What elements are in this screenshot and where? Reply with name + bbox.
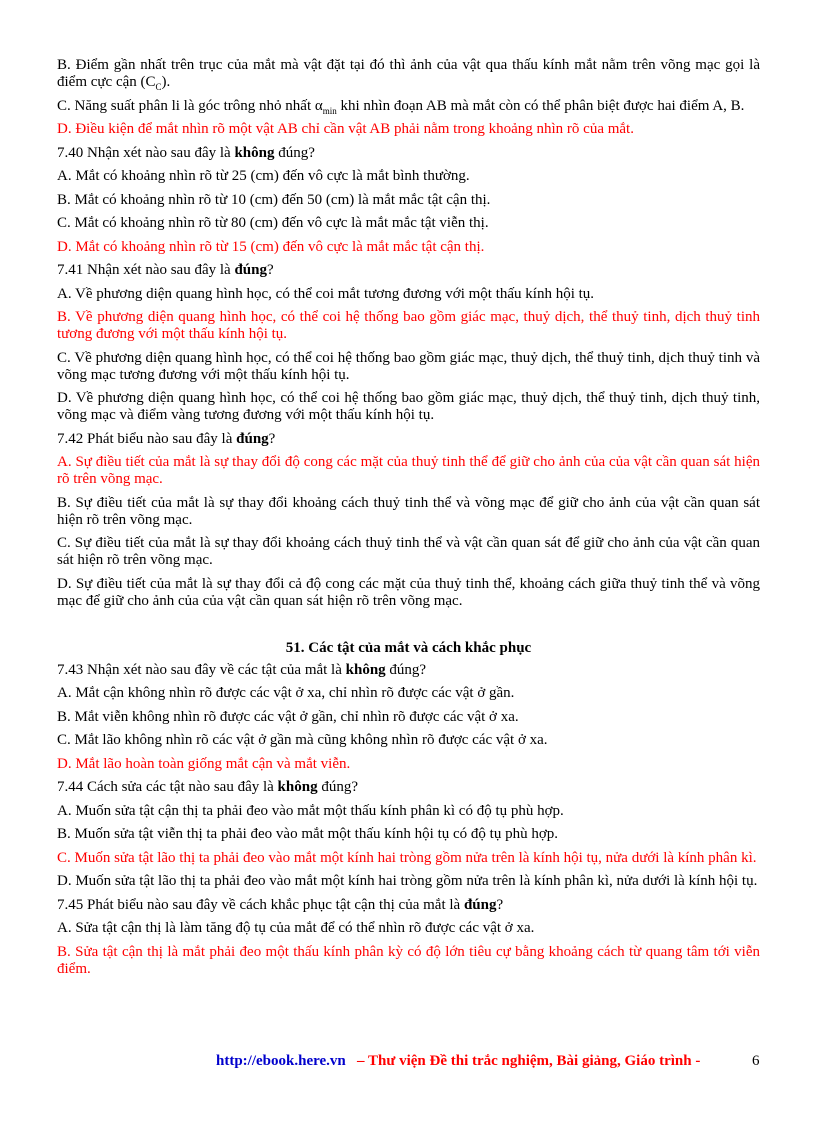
answer-line	[57, 309, 760, 343]
footer-link[interactable]: http://ebook.here.vn	[216, 1053, 346, 1069]
text-run: B. Sửa tật cận thị là mắt phải đeo một thấu kính phân kỳ có độ lớn tiêu cự bằng khoảng cách từ quang tâm tới viễn điểm.	[57, 943, 760, 977]
text-line	[57, 873, 760, 890]
text-run: B. Điểm gần nhất trên trục của mắt mà vật đặt tại đó thì ảnh của vật qua thấu kính mắt nằm trên võng mạc gọi là điểm cực cận (C	[57, 57, 760, 90]
text-run: ?	[496, 896, 504, 913]
text-line	[57, 350, 760, 384]
text-line	[57, 215, 760, 232]
text-run: đúng	[463, 896, 497, 913]
text-run: B. Mắt có khoảng nhìn rõ từ 10 (cm) đến 50 (cm) là mắt mắc tật cận thị.	[57, 191, 491, 208]
text-run: đúng	[234, 262, 267, 278]
text-run: 51. Các tật của mắt và cách khắc phục	[285, 639, 532, 656]
text-run: đúng?	[385, 661, 427, 678]
answer-line	[57, 944, 760, 978]
text-run: C. Về phương diện quang hình học, có thể coi hệ thống bao gồm giác mạc, thuỷ dịch, thể thuỷ tinh, dịch thuỷ tinh và võng mạc tương đương với một thấu kính hội tụ.	[57, 349, 760, 383]
text-run: ).	[161, 74, 171, 90]
text-run: D. Điều kiện để mắt nhìn rõ một vật AB chỉ cần vật AB phải nằm trong khoảng nhìn rõ của mắt.	[57, 121, 634, 137]
text-run: 7.42 Phát biểu nào sau đây là	[57, 430, 237, 447]
text-run: C. Mắt lão không nhìn rõ các vật ở gần mà cũng không nhìn rõ được các vật ở xa.	[57, 732, 548, 748]
text-line	[57, 709, 760, 726]
text-run: C	[155, 82, 162, 92]
text-run: C. Mắt có khoảng nhìn rõ từ 80 (cm) đến vô cực là mắt mắc tật viễn thị.	[57, 215, 489, 231]
text-run: C. Sự điều tiết của mắt là sự thay đổi khoảng cách thuỷ tinh thể và vật cần quan sát để giữ cho ảnh của vật cần quan sát hiện rõ trên võng mạc.	[57, 535, 760, 568]
text-run: D. Mắt lão hoàn toàn giống mắt cận và mắt viễn.	[57, 755, 351, 772]
text-run: A. Mắt cận không nhìn rõ được các vật ở xa, chỉ nhìn rõ được các vật ở gần.	[57, 685, 515, 701]
text-line	[57, 495, 760, 529]
text-line	[57, 826, 760, 843]
page-number: 6	[752, 1053, 760, 1069]
answer-line	[57, 121, 760, 138]
text-line	[57, 192, 760, 209]
text-run: ?	[268, 430, 276, 447]
text-run: ?	[266, 262, 274, 278]
text-run: 7.40 Nhận xét nào sau đây là	[57, 144, 235, 161]
text-run: C. Năng suất phân li là góc trông nhỏ nhất α	[57, 97, 323, 114]
text-line	[57, 98, 760, 115]
text-line	[57, 168, 760, 185]
text-line	[57, 535, 760, 569]
text-run: không	[345, 661, 386, 678]
text-run: C. Muốn sửa tật lão thị ta phải đeo vào mắt một kính hai tròng gồm nửa trên là kính hội tụ, nửa dưới là kính phân kì.	[57, 849, 757, 866]
text-run: B. Muốn sửa tật viễn thị ta phải đeo vào mắt một thấu kính hội tụ có độ tụ phù hợp.	[57, 826, 558, 842]
text-line	[57, 145, 760, 162]
text-run: A. Sự điều tiết của mắt là sự thay đổi độ cong các mặt của thuỷ tinh thể để giữ cho ảnh của của vật cần quan sát hiện rõ trên võng mạc.	[57, 454, 760, 487]
text-run: D. Muốn sửa tật lão thị ta phải đeo vào mắt một kính hai tròng gồm nửa trên là kính phân kì, nửa dưới là kính hội tụ.	[57, 873, 758, 889]
text-line	[57, 390, 760, 424]
answer-line	[57, 454, 760, 488]
page-content	[57, 57, 760, 984]
text-run: đúng?	[274, 144, 315, 161]
text-run: A. Muốn sửa tật cận thị ta phải đeo vào mắt một thấu kính phân kì có độ tụ phù hợp.	[57, 802, 564, 819]
text-run: A. Về phương diện quang hình học, có thể coi mắt tương đương với một thấu kính hội tụ.	[57, 285, 595, 302]
text-run: khi nhìn đoạn AB mà mắt còn có thể phân biệt được hai điểm A, B.	[336, 97, 745, 114]
text-line	[57, 897, 760, 914]
footer-title: – Thư viện Đề thi trắc nghiệm, Bài giảng, Giáo trình -	[357, 1053, 701, 1069]
text-run: D. Mắt có khoảng nhìn rõ từ 15 (cm) đến vô cực là mắt mắc tật cận thị.	[57, 238, 485, 255]
text-run: không	[277, 779, 318, 795]
text-run: B. Sự điều tiết của mắt là sự thay đổi khoảng cách thuỷ tinh thể và võng mạc để giữ cho ảnh của vật cần quan sát hiện rõ trên võng mạc.	[57, 494, 760, 528]
text-run: D. Về phương diện quang hình học, có thể coi hệ thống bao gồm giác mạc, thuỷ dịch, thể thuỷ tinh, dịch thuỷ tinh, võng mạc và điểm vàng tương đương với một thấu kính hội tụ.	[57, 390, 760, 423]
answer-line	[57, 756, 760, 773]
text-line	[57, 576, 760, 610]
text-line	[57, 662, 760, 679]
text-line	[57, 57, 760, 91]
text-run: 7.43 Nhận xét nào sau đây về các tật của mắt là	[57, 661, 346, 678]
text-run: D. Sự điều tiết của mắt là sự thay đổi cả độ cong các mặt của thuỷ tinh thể, khoảng cách giữa thuỷ tinh thể và võng mạc để giữ cho ảnh của của vật cần quan sát hiện rõ trên võng mạc.	[57, 575, 760, 609]
text-line	[57, 262, 760, 279]
text-run: A. Sửa tật cận thị là làm tăng độ tụ của mắt để có thể nhìn rõ được các vật ở xa.	[57, 920, 535, 936]
text-line	[57, 803, 760, 820]
text-run: đúng	[236, 430, 269, 447]
text-run: B. Về phương diện quang hình học, có thể coi hệ thống bao gồm giác mạc, thuỷ dịch, thể thuỷ tinh, dịch thuỷ tinh tương đương với một thấu kính hội tụ.	[57, 309, 760, 342]
text-line	[57, 920, 760, 937]
text-line	[57, 779, 760, 796]
text-line	[57, 732, 760, 749]
text-line	[57, 286, 760, 303]
text-run: 7.45 Phát biểu nào sau đây về cách khắc phục tật cận thị của mắt là	[57, 896, 464, 913]
text-run: 7.41 Nhận xét nào sau đây là	[57, 262, 235, 278]
text-line	[57, 685, 760, 702]
text-run: đúng?	[317, 779, 358, 795]
answer-line	[57, 850, 760, 867]
text-run: không	[234, 144, 275, 161]
text-run: A. Mắt có khoảng nhìn rõ từ 25 (cm) đến vô cực là mắt bình thường.	[57, 168, 470, 184]
text-line	[57, 431, 760, 448]
text-run: min	[322, 105, 337, 116]
text-run: B. Mắt viễn không nhìn rõ được các vật ở gần, chỉ nhìn rõ được các vật ở xa.	[57, 708, 519, 725]
answer-line	[57, 239, 760, 256]
text-run: 7.44 Cách sửa các tật nào sau đây là	[57, 779, 278, 795]
section-heading	[57, 640, 760, 657]
